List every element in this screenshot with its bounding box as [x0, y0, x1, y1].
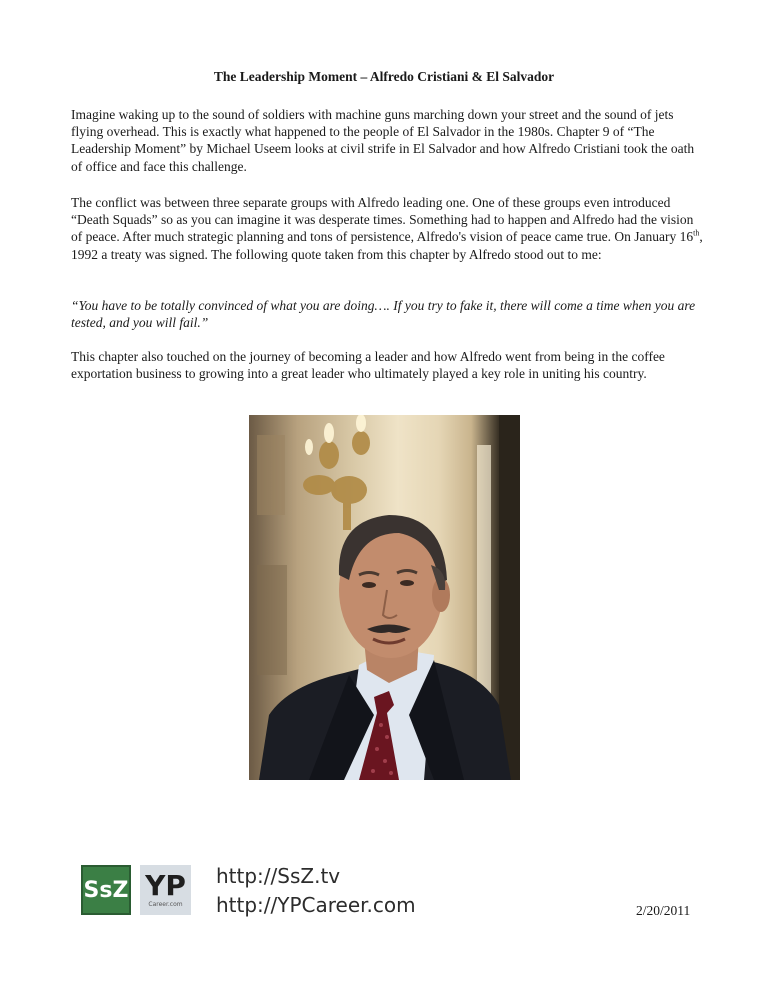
ssz-url-link[interactable]: http://SsZ.tv — [216, 864, 341, 888]
paragraph-conflict-text-2: , 1992 a treaty was signed. The following quote taken from this chapter by Alfredo stood out to me: — [71, 229, 703, 262]
ypcareer-logo-text: YP — [145, 869, 186, 902]
portrait-photo — [249, 415, 520, 780]
paragraph-intro: Imagine waking up to the sound of soldiers with machine guns marching down your street and the sound of jets flying overhead. This is exactly what happened to the people of El Salvador in the 1980s. Chapter 9 of “The Leadership Moment” by Michael Useem looks at civil strife in El Salvador and how Alfredo Cristiani took the oath of office and face this challenge. — [71, 107, 695, 174]
document-date: 2/20/2011 — [636, 903, 691, 918]
portrait-illustration — [249, 415, 520, 780]
ypcareer-logo-subtext: Career.com — [148, 901, 183, 908]
quote-text: “You have to be totally convinced of what you are doing…. If you try to fake it, there will come a time when you are tested, and you will fail.” — [71, 298, 696, 331]
ypcareer-logo — [140, 865, 191, 915]
paragraph-conflict-text-1: The conflict was between three separate groups with Alfredo leading one. One of these groups even introduced “Death Squads” so as you can imagine it was desperate times. Something had to happen and Alfredo had the vision of peace. After much strategic planning and tons of persistence, Alfredo's vision of peace came true. On January 16 — [71, 195, 694, 245]
ssz-logo: SsZ — [81, 865, 131, 915]
paragraph-conflict — [71, 194, 703, 263]
ordinal-superscript: th — [693, 228, 700, 238]
document-title: The Leadership Moment – Alfredo Cristiani & El Salvador — [213, 69, 555, 84]
paragraph-journey: This chapter also touched on the journey of becoming a leader and how Alfredo went from being in the coffee exportation business to growing into a great leader who ultimately played a key role in uniting his country. — [71, 349, 665, 382]
ypcareer-url-link[interactable]: http://YPCareer.com — [216, 893, 416, 917]
